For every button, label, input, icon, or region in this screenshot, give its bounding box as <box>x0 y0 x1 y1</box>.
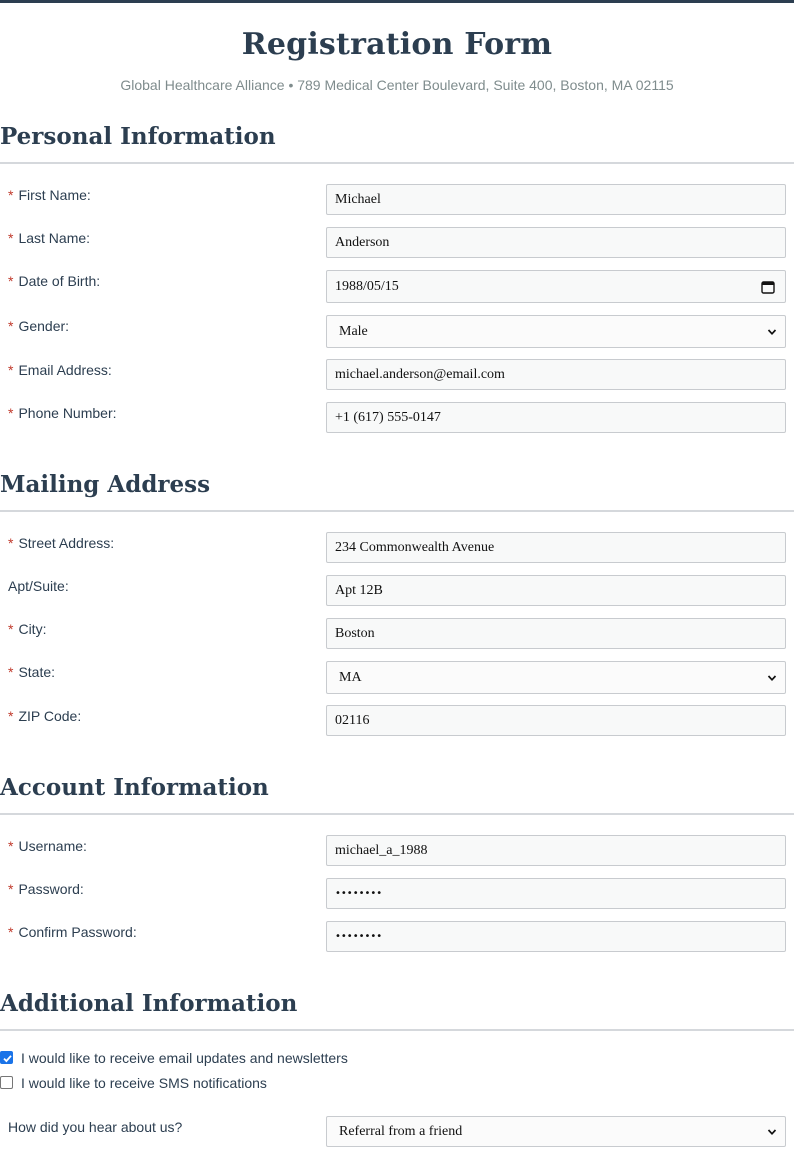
section-heading-account: Account Information <box>0 774 794 815</box>
apt-label: Apt/Suite: <box>8 578 69 594</box>
dob-label: * Date of Birth: <box>8 273 101 289</box>
required-asterisk: * <box>8 881 14 897</box>
dob-row <box>0 270 794 315</box>
required-asterisk: * <box>8 230 14 246</box>
email-row <box>0 359 794 402</box>
confirm-password-label: * Confirm Password: <box>8 924 137 940</box>
username-row <box>0 835 794 878</box>
confirm-password-input[interactable]: •••••••• <box>326 921 786 952</box>
zip-row <box>0 705 794 748</box>
section-heading-mailing: Mailing Address <box>0 471 794 512</box>
sms-option <box>0 1074 794 1099</box>
phone-row <box>0 402 794 445</box>
page-title: Registration Form <box>241 27 553 62</box>
last-name-input[interactable]: Anderson <box>326 227 786 258</box>
street-row <box>0 532 794 575</box>
gender-select[interactable] <box>326 315 786 348</box>
email-input[interactable]: michael.anderson@email.com <box>326 359 786 390</box>
last-name-label: * Last Name: <box>8 230 91 246</box>
username-input[interactable]: michael_a_1988 <box>326 835 786 866</box>
required-asterisk: * <box>8 273 14 289</box>
zip-label: * ZIP Code: <box>8 708 82 724</box>
required-asterisk: * <box>8 708 14 724</box>
chevron-down-icon <box>767 673 777 683</box>
street-input[interactable]: 234 Commonwealth Avenue <box>326 532 786 563</box>
chevron-down-icon <box>767 327 777 337</box>
password-input[interactable]: •••••••• <box>326 878 786 909</box>
hear-about-select[interactable] <box>326 1116 786 1147</box>
required-asterisk: * <box>8 664 14 680</box>
phone-label: * Phone Number: <box>8 405 117 421</box>
email-label: * Email Address: <box>8 362 112 378</box>
first-name-row <box>0 184 794 227</box>
calendar-icon[interactable] <box>761 280 775 294</box>
hear-about-selected-value: Referral from a friend <box>339 1124 463 1139</box>
apt-input[interactable]: Apt 12B <box>326 575 786 606</box>
account-fields <box>0 835 794 964</box>
first-name-label: * First Name: <box>8 187 91 203</box>
required-asterisk: * <box>8 838 14 854</box>
dob-value: 1988/05/15 <box>335 279 399 294</box>
first-name-input[interactable]: Michael <box>326 184 786 215</box>
gender-row <box>0 315 794 359</box>
section-heading-personal: Personal Information <box>0 123 794 164</box>
password-label: * Password: <box>8 881 84 897</box>
required-asterisk: * <box>8 405 14 421</box>
hear-about-label: How did you hear about us? <box>8 1119 183 1135</box>
state-label: * State: <box>8 664 56 680</box>
username-label: * Username: <box>8 838 87 854</box>
city-input[interactable]: Boston <box>326 618 786 649</box>
state-selected-value: MA <box>339 670 362 685</box>
state-row <box>0 661 794 705</box>
city-label: * City: <box>8 621 47 637</box>
preferences-checkboxes <box>0 1049 794 1099</box>
state-select[interactable] <box>326 661 786 694</box>
last-name-row <box>0 227 794 270</box>
phone-input[interactable]: +1 (617) 555-0147 <box>326 402 786 433</box>
email-updates-option <box>0 1049 794 1074</box>
street-label: * Street Address: <box>8 535 115 551</box>
organization-subtitle: Global Healthcare Alliance • 789 Medical Center Boulevard, Suite 400, Boston, MA 02115 <box>120 77 674 93</box>
section-heading-additional: Additional Information <box>0 990 794 1031</box>
top-accent-bar <box>0 0 794 3</box>
gender-label: * Gender: <box>8 318 70 334</box>
sms-label[interactable]: I would like to receive SMS notifications <box>21 1075 267 1091</box>
dob-date-input[interactable] <box>326 270 786 303</box>
password-row <box>0 878 794 921</box>
mailing-fields <box>0 532 794 748</box>
hear-about-row <box>0 1116 794 1159</box>
sms-checkbox[interactable] <box>0 1076 13 1089</box>
personal-fields <box>0 184 794 445</box>
chevron-down-icon <box>767 1127 777 1137</box>
gender-selected-value: Male <box>339 324 368 339</box>
required-asterisk: * <box>8 362 14 378</box>
required-asterisk: * <box>8 621 14 637</box>
zip-input[interactable]: 02116 <box>326 705 786 736</box>
apt-row <box>0 575 794 618</box>
email-updates-label[interactable]: I would like to receive email updates and newsletters <box>21 1050 348 1066</box>
required-asterisk: * <box>8 924 14 940</box>
required-asterisk: * <box>8 535 14 551</box>
city-row <box>0 618 794 661</box>
required-asterisk: * <box>8 187 14 203</box>
confirm-password-row <box>0 921 794 964</box>
required-asterisk: * <box>8 318 14 334</box>
email-updates-checkbox[interactable] <box>0 1051 13 1064</box>
checkmark-icon <box>2 1053 13 1064</box>
